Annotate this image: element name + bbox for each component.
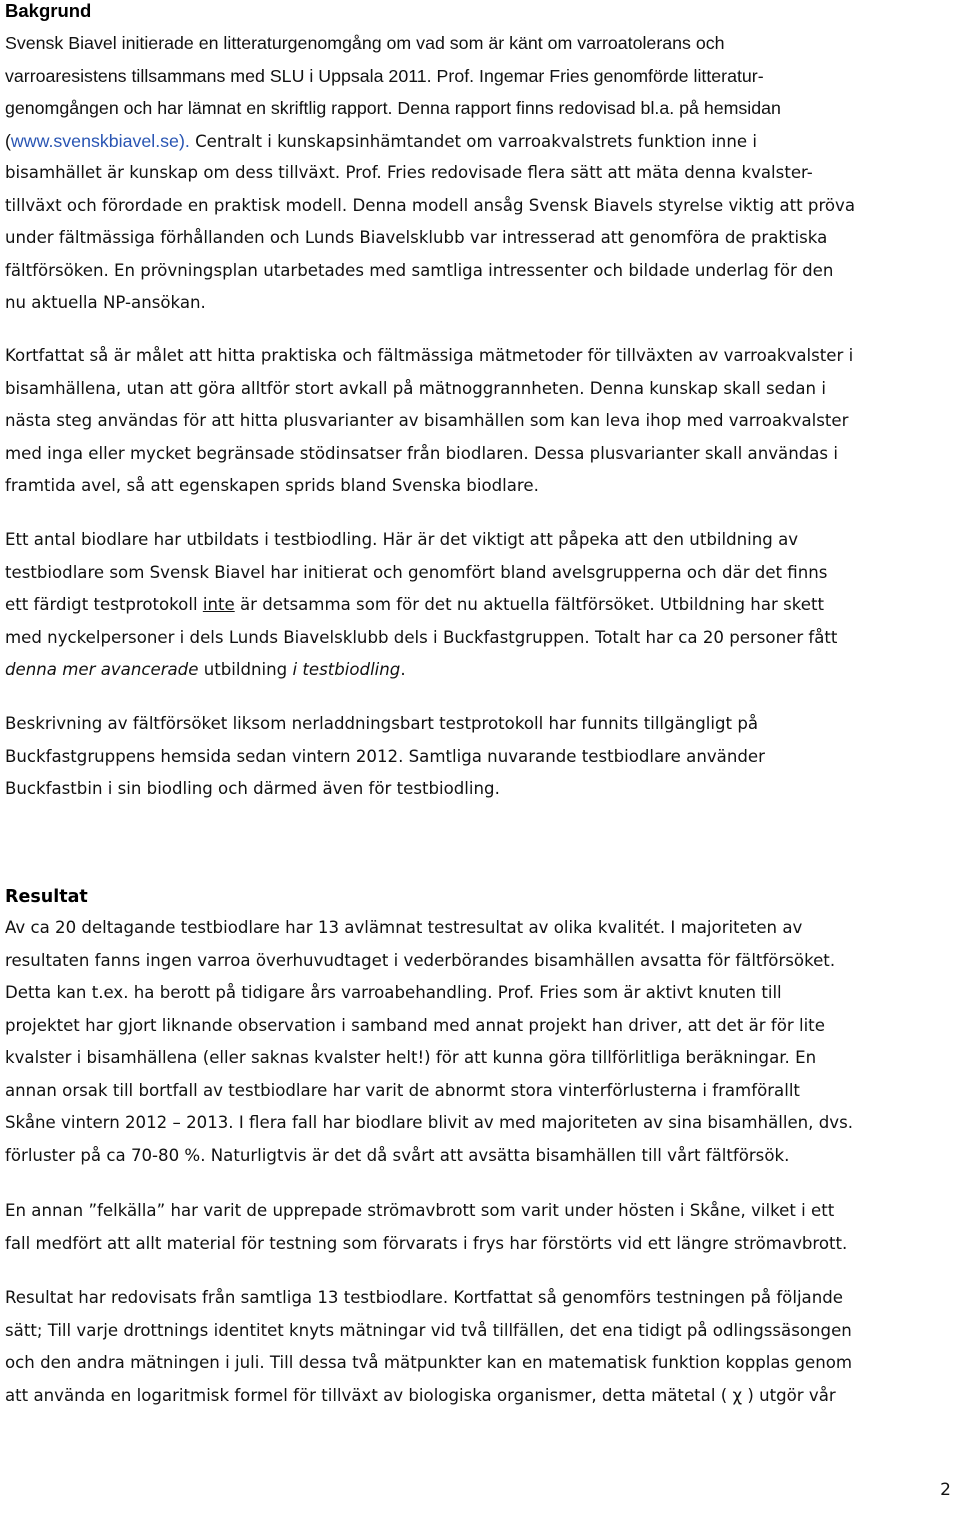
paragraph-power-outage [5,1195,847,1260]
text-line: med inga eller mycket begränsade stödinsatser från biodlaren. Dessa plusvarianter skall användas i [5,443,838,463]
text-line: bisamhället är kunskap om dess tillväxt. Prof. Fries redovisade flera sätt att mäta denna kvalster- [5,163,813,182]
text-segment: . [400,660,406,679]
text-segment: är detsamma som för det nu aktuella fältförsöket. Utbildning har skett [234,595,824,614]
paragraph-description [5,708,765,806]
text-line: med nyckelpersoner i dels Lunds Biavelsklubb dels i Buckfastgruppen. Totalt har ca 20 personer fått [5,627,838,647]
heading-bakgrund: Bakgrund [5,0,92,21]
text-line: Buckfastgruppens hemsida sedan vintern 2012. Samtliga nuvarande testbiodlare använder [5,746,765,766]
text-line: testbiodlare som Svensk Biavel har initierat och genomfört bland avelsgrupperna och där det finns [5,562,828,582]
text-line: Buckfastbin i sin biodling och därmed även för testbiodling. [5,779,500,798]
text-line: bisamhällena, utan att göra alltför stort avkall på mätnoggrannheten. Denna kunskap skall sedan i [5,378,826,398]
paragraph-goal [5,340,853,503]
text-line [5,125,855,158]
italic-segment: denna mer avancerade [5,660,199,679]
text-segment: Centralt i kunskapsinhämtandet om varroakvalstrets funktion inne i [189,131,757,151]
section-bakgrund [5,0,855,320]
text-line: Skåne vintern 2012 – 2013. I flera fall har biodlare blivit av med majoriteten av sina bisamhällen, dvs. [5,1113,854,1132]
paragraph-resultat [5,912,853,1172]
text-line: Beskrivning av fältförsöket liksom nerladdningsbart testprotokoll har funnits tillgängligt på [5,714,759,733]
text-segment: ett färdigt testprotokoll [5,595,203,614]
text-line [5,654,837,687]
section-resultat [5,886,853,1172]
text-line: Detta kan t.ex. ha berott på tidigare års varroabehandling. Prof. Fries som är aktivt knuten till [5,983,782,1002]
heading-resultat: Resultat [5,887,88,907]
text-line: Kortfattat så är målet att hitta praktiska och fältmässiga mätmetoder för tillväxten av varroakvalster i [5,346,854,365]
text-line: projektet har gjort liknande observation i samband med annat projekt han driver, att det är för lite [5,1015,825,1035]
text-line: Resultat har redovisats från samtliga 13 testbiodlare. Kortfattat så genomförs testningen på följande [5,1288,843,1307]
text-line: förluster på ca 70-80 %. Naturligtvis är det då svårt att avsätta bisamhällen till vårt fältförsök. [5,1145,790,1165]
text-line: kvalster i bisamhällena (eller saknas kvalster helt!) för att kunna göra tillförlitliga beräkningar. En [5,1048,817,1067]
text-line: och den andra mätningen i juli. Till dessa två mätpunkter kan en matematisk funktion kopplas genom [5,1353,853,1372]
text-line: tillväxt och förordade en praktisk modell. Denna modell ansåg Svensk Biavels styrelse viktig att pröva [5,195,856,215]
text-line: nu aktuella NP-ansökan. [5,293,206,312]
text-line: Svensk Biavel initierade en litteraturgenomgång om vad som är känt om varroatolerans och [5,33,725,53]
text-line: resultaten fanns ingen varroa överhuvudtaget i vederbörandes bisamhällen avsatta för fältförsöket. [5,950,836,970]
text-line: genomgången och har lämnat en skriftlig rapport. Denna rapport finns redovisad bl.a. på hemsidan [5,98,781,118]
page-number: 2 [940,1480,951,1500]
underlined-word: inte [202,595,235,614]
website-link[interactable]: www.svenskbiavel.se [10,130,179,151]
text-line: fall medfört att allt material för testning som förvarats i frys har förstörts vid ett längre strömavbrott. [5,1233,848,1253]
paragraph-method [5,1282,852,1412]
text-line: fältförsöken. En prövningsplan utarbetades med samtliga intressenter och bildade underlag för den [5,260,834,280]
text-segment: utbildning [198,660,293,679]
text-line: framtida avel, så att egenskapen sprids bland Svenska biodlare. [5,476,539,495]
text-line: nästa steg användas för att hitta plusvarianter av bisamhällen som kan leva ihop med varroakvalster [5,411,849,430]
text-line [5,589,837,622]
text-line: under fältmässiga förhållanden och Lunds Biavelsklubb var intresserad att genomföra de praktiska [5,228,828,247]
paragraph-bakgrund [5,27,855,320]
text-line: En annan ”felkälla” har varit de upprepade strömavbrott som varit under hösten i Skåne, vilket i ett [5,1201,835,1220]
paren-open: ( [5,130,11,151]
text-line: Av ca 20 deltagande testbiodlare har 13 avlämnat testresultat av olika kvalitét. I majoriteten av [5,918,803,937]
text-line: Ett antal biodlare har utbildats i testbiodling. Här är det viktigt att påpeka att den utbildning av [5,530,799,549]
text-line: annan orsak till bortfall av testbiodlare har varit de abnormt stora vinterförlusterna i framförallt [5,1080,800,1100]
paren-close: ). [178,130,190,151]
text-line: att använda en logaritmisk formel för tillväxt av biologiska organismer, detta mätetal ( χ ) utgör vår [5,1385,836,1405]
text-line: sätt; Till varje drottnings identitet knyts mätningar vid två tillfällen, det ena tidigt på odlingssäsongen [5,1320,852,1340]
paragraph-training [5,524,837,687]
italic-segment: i testbiodling [292,660,401,679]
text-line: varroaresistens tillsammans med SLU i Uppsala 2011. Prof. Ingemar Fries genomförde litteratur- [5,65,764,86]
